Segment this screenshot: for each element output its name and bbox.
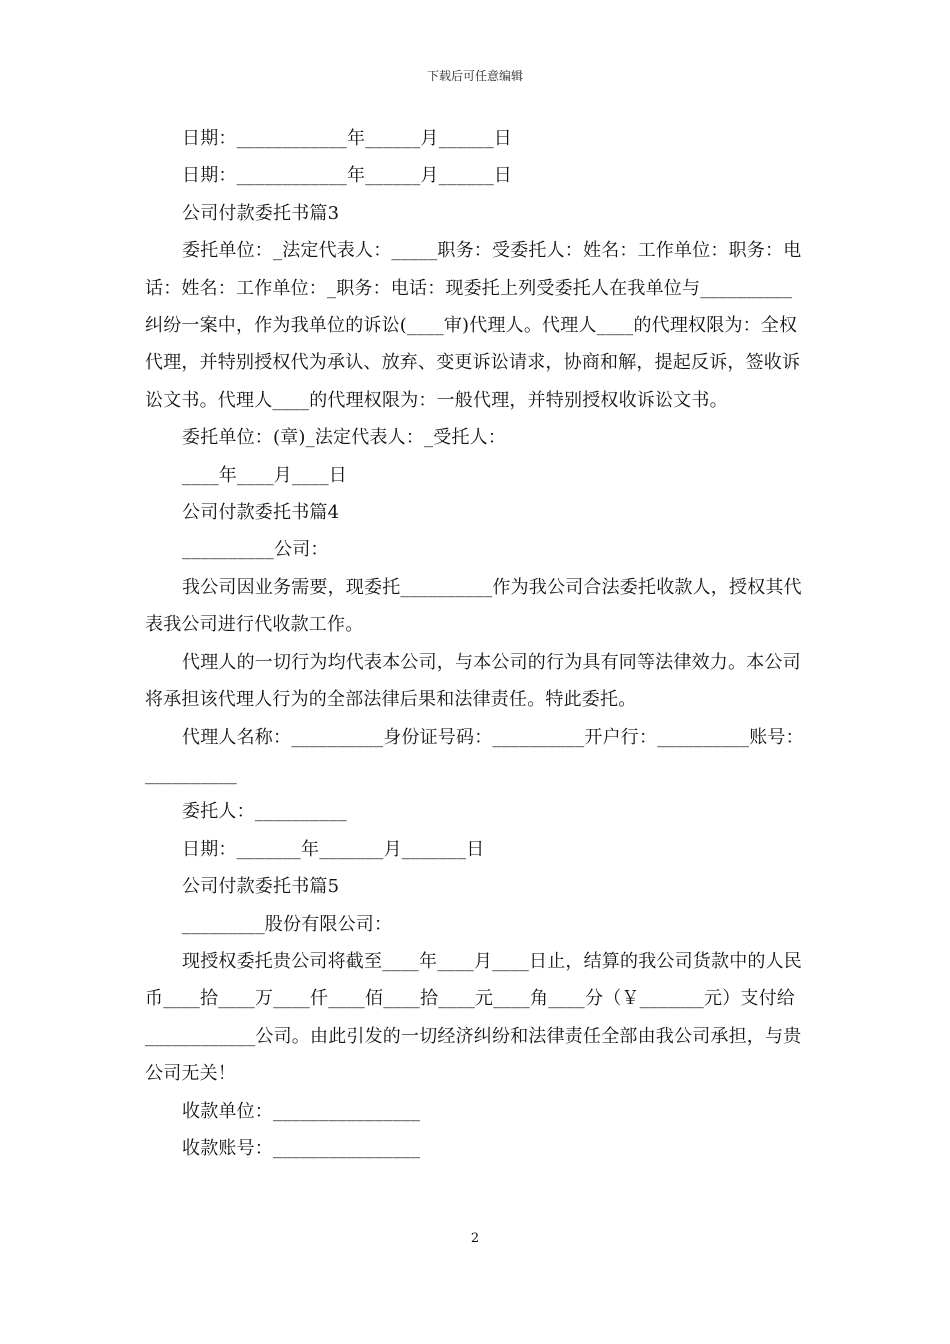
section-4-paragraph-2: 代理人的一切行为均代表本公司，与本公司的行为具有同等法律效力。本公司将承担该代理人行为的全部法律后果和法律责任。特此委托。 (145, 651, 801, 711)
section-5-addressee: _________股份有限公司： (182, 913, 393, 935)
document-body (145, 120, 807, 1167)
section-5-payee: 收款单位：________________ (182, 1100, 421, 1122)
section-5-body: 现授权委托贵公司将截至____年____月____日止，结算的我公司货款中的人民币____拾____万____仟____佰____拾____元____角____分（￥_______元）支付给____________公司。由此引发的一切经济纠纷和法律责任全部由我公司承担，与贵公司无关！ (145, 950, 802, 1085)
section-title-3: 公司付款委托书篇3 (182, 202, 340, 224)
section-4-addressee: __________公司： (182, 539, 329, 561)
section-4-agent-info: 代理人名称：__________身份证号码：__________开户行：__________账号：__________ (145, 726, 804, 785)
section-3-signature: 委托单位：(章)_法定代表人：_受托人： (182, 427, 507, 449)
page-number: 2 (470, 1231, 480, 1246)
section-4-paragraph-1: 我公司因业务需要，现委托__________作为我公司合法委托收款人，授权其代表我公司进行代收款工作。 (145, 576, 802, 636)
section-3-body: 委托单位：_法定代表人：_____职务：受委托人：姓名：工作单位：职务：电话：姓名：工作单位：_职务：电话：现委托上列受委托人在我单位与__________纠纷一案中，作为我单位的诉讼(____审)代理人。代理人____的代理权限为：全权代理，并特别授权代为承认、放弃、变更诉讼请求，协商和解，提起反诉，签收诉讼文书。代理人____的代理权限为：一般代理，并特别授权收诉讼文书。 (145, 240, 802, 411)
section-5-account: 收款账号：________________ (182, 1137, 421, 1159)
section-3-date: ____年____月____日 (182, 464, 347, 486)
section-4-principal: 委托人：__________ (182, 801, 347, 823)
date-line-2: 日期：____________年______月______日 (182, 165, 512, 187)
date-line-1: 日期：____________年______月______日 (182, 128, 512, 149)
page-header: 下载后可任意编辑 (426, 69, 523, 83)
section-4-date: 日期：_______年_______月_______日 (182, 838, 485, 860)
section-title-5: 公司付款委托书篇5 (182, 876, 340, 898)
section-title-4: 公司付款委托书篇4 (182, 502, 340, 524)
